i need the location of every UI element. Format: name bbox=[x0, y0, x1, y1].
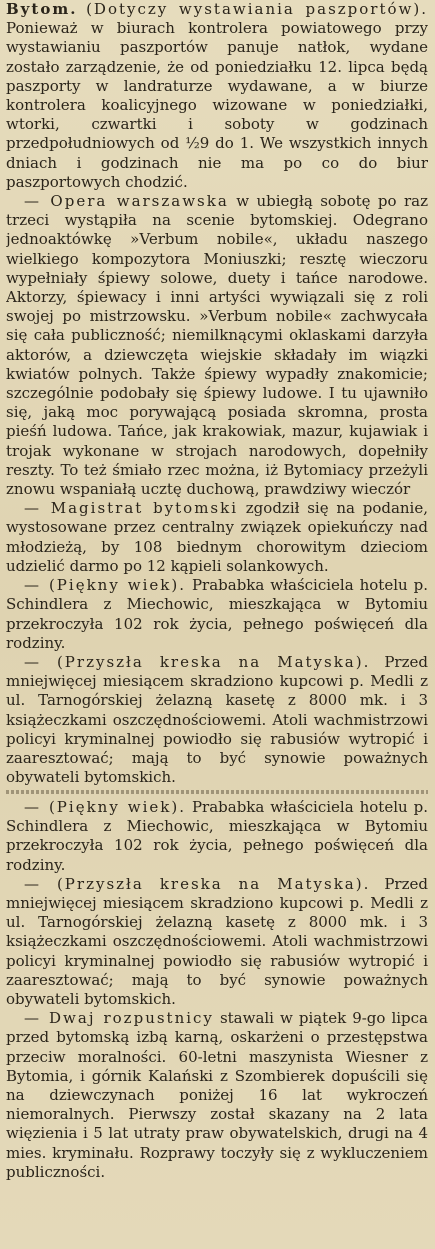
article-bytom bbox=[6, 0, 428, 192]
news-column bbox=[6, 0, 428, 1182]
article-heading: — Opera warszawska bbox=[24, 192, 229, 211]
article-body: stawali w piątek 9-go lipca przed bytomską izbą karną, oskarżeni o przestępstwa przeciw moralności. 60-letni maszynista Wiesner z Bytomia, i górnik Kalański z Szombierek dopuścili się na dziewczynach poniżej 16 lat wykroczeń niemoralnych. Pierwszy został skazany na 2 lata więzienia i 5 lat utraty praw obywatelskich, drugi na 4 mies. kryminału. Rozprawy toczyły się z wykluczeniem publiczności. bbox=[6, 1009, 428, 1181]
article-heading: Bytom. bbox=[6, 0, 78, 18]
article-heading: — (Przyszła kreska na Matyska). bbox=[24, 652, 371, 671]
article-rozpustnicy-repeat bbox=[6, 1009, 428, 1182]
article-heading: — Dwaj rozpustnicy bbox=[24, 1009, 214, 1028]
article-body: Przed mniejwięcej miesiącem skradziono kupcowi p. Medli z ul. Tarnogórskiej żelazną kasetę z 8000 mk. i 3 książeczkami oszczędnościowemi. Atoli wachmistrzowi policyi kryminalnej powiodło się rabusiów wytropić i zaaresztować; mają to być synowie poważnych obywateli bytomskich. bbox=[6, 874, 428, 1009]
article-opera bbox=[6, 192, 428, 499]
article-heading: — Magistrat bytomski bbox=[24, 499, 239, 518]
article-lead: (Dotyczy wystawiania paszportów). bbox=[86, 0, 428, 18]
article-heading: — (Piękny wiek). bbox=[24, 798, 186, 816]
article-body: Ponieważ w biurach kontrolera powiatowego przy wystawianiu paszportów panuje natłok, wydane zostało zarządzenie, że od poniedziałku 12. lipca będą paszporty w landraturze wydawane, a w biurze kontrolera koalicyjnego wizowane w poniedziałki, wtorki, czwartki i soboty w godzinach przedpołudniowych od ½9 do 1. We wszystkich innych dniach i godzinach nie ma po co do biur paszportowych chodzić. bbox=[6, 19, 428, 191]
article-heading: — (Piękny wiek). bbox=[24, 576, 186, 595]
upper-scan-section bbox=[6, 0, 428, 787]
article-magistrat bbox=[6, 499, 428, 576]
article-heading: — (Przyszła kreska na Matyska). bbox=[24, 874, 371, 893]
article-body: Przed mniejwięcej miesiącem skradziono kupcowi p. Medli z ul. Tarnogórskiej żelazną kasetę z 8000 mk. i 3 książeczkami oszczędnościowemi. Atoli wachmistrzowi policyi kryminalnej powiodło się rabusiów wytropić i zaaresztować; mają to być synowie poważnych obywateli bytomskich. bbox=[6, 652, 428, 787]
article-kreska-repeat bbox=[6, 875, 428, 1009]
article-piekny-wiek-repeat bbox=[6, 798, 428, 875]
article-piekny-wiek bbox=[6, 576, 428, 653]
article-kreska bbox=[6, 653, 428, 787]
article-body: Prababka właściciela hotelu p. Schindlera z Miechowic, mieszkająca w Bytomiu przekroczyła 102 rok życia, pełnego poświęceń dla rodziny. bbox=[6, 798, 428, 874]
article-body: zgodził się na podanie, wystosowane przez centralny związek opiekuńczy nad młodzieżą, by 108 biednym chorowitym dzieciom udzielić darmo po 12 kąpieli solankowych. bbox=[6, 499, 428, 575]
article-body: Prababka właściciela hotelu p. Schindlera z Miechowic, mieszkająca w Bytomiu przekroczyła 102 rok życia, pełnego poświęceń dla rodziny. bbox=[6, 576, 428, 652]
scan-seam bbox=[6, 790, 428, 794]
article-body: w ubiegłą sobotę po raz trzeci wystąpiła na scenie bytomskiej. Odegrano jednoaktówkę »Verbum nobile«, układu naszego wielkiego kompozytora Moniuszki; resztę wieczoru wypełniały śpiewy solowe, duety i tańce narodowe. Aktorzy, śpiewacy i inni artyści wywiązali się z roli swojej po mistrzowsku. »Verbum nobile« zachwycała się cała publiczność; niemilknącymi oklaskami darzyła aktorów, a dziewczęta wiejskie składały im wiązki kwiatów polnych. Także śpiewy wypadły znakomicie; szczególnie podobały się śpiewy ludowe. I tu ujawniło się, jaką moc porywającą posiada skromna, prosta pieśń ludowa. Tańce, jak krakowiak, mazur, kujawiak i trojak wykonane w strojach narodowych, dopełniły reszty. To też śmiało rzec można, iż Bytomiacy przeżyli znowu wspaniałą ucztę duchową, prawdziwy wieczór bbox=[6, 192, 428, 499]
